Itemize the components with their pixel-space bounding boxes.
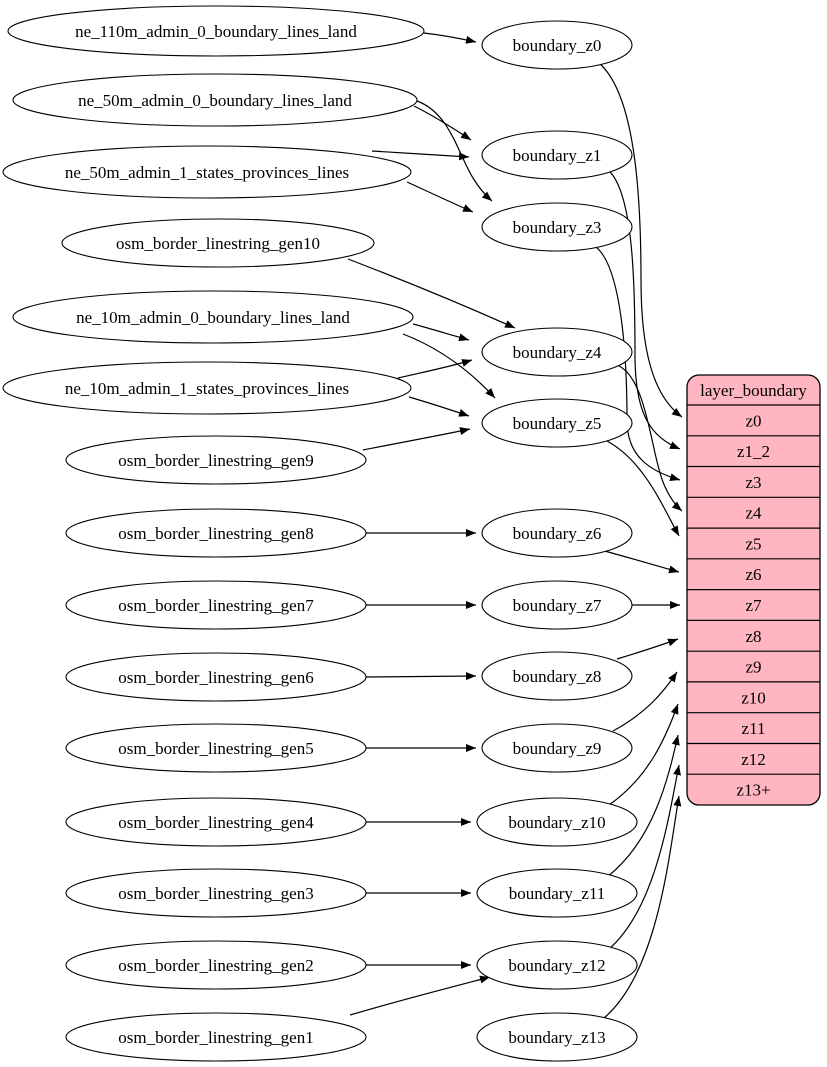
edge-boundary-z4-to-row-z4 (619, 366, 682, 511)
node-label: osm_border_linestring_gen1 (118, 1028, 314, 1047)
node-label: boundary_z8 (512, 667, 602, 686)
layer-boundary-table (687, 375, 820, 805)
node-label: osm_border_linestring_gen7 (118, 596, 314, 615)
node-ne-10m-admin-0-boundary-lines-land (13, 291, 413, 343)
node-ne-110m-admin-0-boundary-lines-land (8, 6, 424, 56)
node-boundary-z4 (482, 328, 632, 376)
node-osm-border-linestring-gen4 (66, 798, 366, 846)
node-label: ne_10m_admin_1_states_provinces_lines (64, 379, 350, 398)
transform-nodes (477, 21, 637, 1061)
table-row-z5: z5 (745, 534, 762, 554)
node-osm-border-linestring-gen7 (66, 581, 366, 629)
node-label: boundary_z9 (512, 739, 602, 758)
node-osm-border-linestring-gen6 (66, 653, 366, 701)
node-label: ne_50m_admin_0_boundary_lines_land (78, 91, 352, 110)
node-label: boundary_z6 (512, 524, 602, 543)
node-label: osm_border_linestring_gen5 (118, 739, 314, 758)
node-osm-border-linestring-gen9 (66, 436, 366, 484)
node-label: ne_110m_admin_0_boundary_lines_land (75, 22, 357, 41)
table-row-z8: z8 (745, 626, 762, 646)
node-label: boundary_z0 (512, 36, 602, 55)
node-label: boundary_z12 (508, 956, 606, 975)
node-boundary-z10 (477, 798, 637, 846)
edge-osm-gen9-to-boundary-z5 (363, 429, 470, 450)
node-label: boundary_z1 (512, 146, 602, 165)
node-label: boundary_z11 (508, 884, 606, 903)
node-ne-50m-admin-1-states-provinces-lines (3, 146, 411, 198)
node-boundary-z8 (482, 652, 632, 700)
edge-boundary-z6-to-row-z6 (601, 550, 679, 572)
edge-ne-50m-admin-0-to-boundary-z3 (417, 101, 492, 201)
edge-ne-50m-admin-1-to-boundary-z1 (372, 151, 469, 157)
node-boundary-z3 (482, 203, 632, 251)
node-boundary-z9 (482, 724, 632, 772)
table-row-z3: z3 (745, 473, 762, 492)
source-nodes (3, 6, 424, 1061)
node-label: osm_border_linestring_gen8 (118, 524, 314, 543)
node-boundary-z5 (482, 399, 632, 447)
edge-ne-10m-admin-1-to-boundary-z5 (409, 397, 469, 416)
node-boundary-z7 (482, 581, 632, 629)
node-ne-50m-admin-0-boundary-lines-land (13, 74, 417, 126)
node-boundary-z13 (477, 1013, 637, 1061)
edge-ne-10m-admin-1-to-boundary-z4 (398, 360, 472, 378)
edge-boundary-z12-to-row-z12 (609, 765, 679, 949)
node-boundary-z0 (482, 21, 632, 69)
node-osm-border-linestring-gen5 (66, 724, 366, 772)
node-label: osm_border_linestring_gen9 (118, 451, 314, 470)
table-row-z4: z4 (745, 503, 762, 523)
node-label: ne_50m_admin_1_states_provinces_lines (64, 163, 350, 182)
table-row-z7: z7 (745, 596, 762, 615)
node-boundary-z6 (482, 509, 632, 557)
table-row-z0: z0 (745, 411, 762, 431)
table-row-z10: z10 (741, 688, 766, 708)
node-label: osm_border_linestring_gen6 (118, 668, 314, 687)
node-boundary-z12 (477, 941, 637, 989)
node-label: boundary_z7 (512, 596, 602, 615)
node-boundary-z1 (482, 131, 632, 179)
node-label: osm_border_linestring_gen4 (118, 813, 314, 832)
edge-ne-50m-admin-1-to-boundary-z3 (407, 182, 473, 212)
edge-ne-10m-admin-0-to-boundary-z4 (413, 324, 469, 340)
node-osm-border-linestring-gen8 (66, 509, 366, 557)
node-osm-border-linestring-gen3 (66, 869, 366, 917)
node-label: boundary_z4 (512, 343, 602, 362)
node-osm-border-linestring-gen2 (66, 941, 366, 989)
edge-boundary-z8-to-row-z8 (617, 639, 678, 659)
node-label: boundary_z13 (508, 1028, 606, 1047)
table-row-z9: z9 (745, 657, 762, 677)
edge-osm-gen6-to-boundary-z8 (366, 676, 476, 677)
node-osm-border-linestring-gen1 (66, 1013, 366, 1061)
node-label: boundary_z10 (508, 813, 606, 832)
table-row-z11: z11 (741, 719, 766, 738)
table-row-z1-2: z1_2 (736, 442, 771, 462)
node-ne-10m-admin-1-states-provinces-lines (3, 362, 411, 414)
node-label: boundary_z3 (512, 218, 602, 237)
edge-ne-50m-admin-0-to-boundary-z1 (414, 106, 471, 140)
node-label: boundary_z5 (512, 414, 602, 433)
node-osm-border-linestring-gen10 (62, 219, 374, 267)
node-boundary-z11 (477, 869, 637, 917)
table-row-z12: z12 (741, 749, 766, 769)
table-row-z13plus: z13+ (736, 780, 771, 800)
edge-osm-gen1-to-boundary-z12 (350, 977, 490, 1015)
node-label: ne_10m_admin_0_boundary_lines_land (76, 308, 350, 327)
table-row-z6: z6 (745, 565, 762, 585)
node-label: osm_border_linestring_gen2 (118, 956, 314, 975)
node-label: osm_border_linestring_gen10 (116, 234, 320, 253)
node-label: osm_border_linestring_gen3 (118, 884, 314, 903)
edge-ne-110m-admin-0-to-boundary-z0 (424, 33, 476, 42)
table-title: layer_boundary (700, 381, 807, 400)
